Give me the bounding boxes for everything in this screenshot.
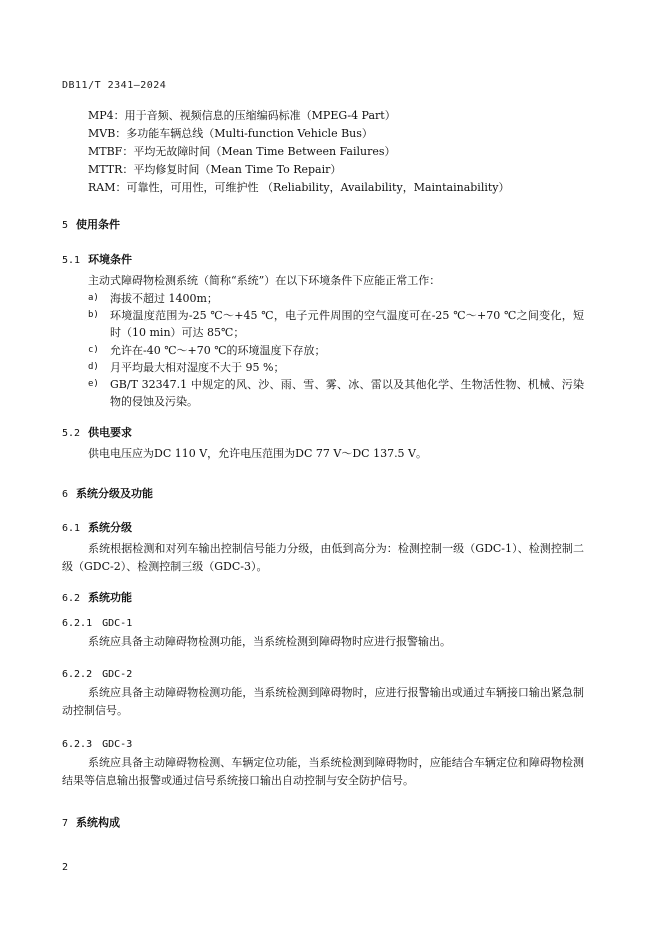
document-id: DB11/T 2341—2024: [62, 80, 167, 91]
environment-intro: 主动式障碍物检测系统（简称“系统”）在以下环境条件下应能正常工作：: [88, 274, 441, 287]
list-text: GB/T 32347.1 中规定的风、沙、雨、雪、雾、冰、雷以及其他化学、生物活性物、机械、污染物的侵蚀及污染。: [110, 378, 584, 408]
section-title: 使用条件: [76, 218, 121, 231]
section-title: 系统分级: [88, 521, 133, 534]
list-item: [88, 359, 584, 376]
list-item: [88, 290, 584, 307]
gdc-3-text: 系统应具备主动障碍物检测、车辆定位功能，当系统检测到障碍物时，应能结合车辆定位和障碍物检测结果等信息输出报警或通过信号系统接口输出自动控制与安全防护信号。: [62, 756, 584, 787]
section-title: GDC-3: [102, 739, 133, 750]
section-title: 系统分级及功能: [76, 487, 154, 500]
power-supply-text: 供电电压应为DC 110 V，允许电压范围为DC 77 V～DC 137.5 V。: [88, 447, 428, 460]
section-title: GDC-2: [102, 669, 133, 680]
section-number: 5.1: [62, 255, 81, 266]
section-6-2-2-heading: [62, 662, 132, 681]
list-item: [88, 307, 584, 341]
list-text: 允许在-40 ℃～+70 ℃的环境温度下存放；: [110, 344, 326, 357]
gdc-1-text: 系统应具备主动障碍物检测功能，当系统检测到障碍物时应进行报警输出。: [88, 635, 451, 648]
list-marker: c): [88, 345, 99, 355]
section-6-1-heading: [62, 516, 132, 535]
section-6-2-heading: [62, 586, 132, 605]
header-divider: [62, 98, 600, 99]
list-text: 海拔不超过 1400m；: [110, 292, 218, 305]
classification-text: 系统根据检测和对列车输出控制信号能力分级，由低到高分为：检测控制一级（GDC-1）、检测控制二级（GDC-2）、检测控制三级（GDC-3）。: [62, 542, 584, 573]
abbreviation-ram: RAM：可靠性，可用性，可维护性 （Reliability，Availability，Maintainability）: [88, 181, 510, 194]
section-number: 5: [62, 220, 69, 231]
abbreviation-mttr: MTTR：平均修复时间（Mean Time To Repair）: [88, 163, 342, 176]
section-number: 6.2: [62, 593, 81, 604]
section-title: 系统功能: [88, 591, 133, 604]
section-number: 6.2.1: [62, 618, 93, 629]
abbreviation-mp4: MP4：用于音频、视频信息的压缩编码标准（MPEG-4 Part）: [88, 109, 396, 122]
section-number: 7: [62, 818, 69, 829]
section-title: 系统构成: [76, 816, 121, 829]
list-text: 环境温度范围为-25 ℃～+45 ℃，电子元件周围的空气温度可在-25 ℃～+70 ℃之间变化，短时（10 min）可达 85℃；: [110, 309, 584, 339]
section-number: 6: [62, 489, 69, 500]
abbreviation-mtbf: MTBF：平均无故障时间（Mean Time Between Failures）: [88, 145, 396, 158]
list-item: [88, 342, 584, 359]
section-6-2-1-heading: [62, 611, 132, 630]
section-6-heading: [62, 482, 153, 501]
list-marker: a): [88, 293, 99, 303]
section-number: 6.2.3: [62, 739, 93, 750]
section-7-heading: [62, 811, 120, 830]
section-5-heading: [62, 213, 120, 232]
list-marker: d): [88, 362, 99, 372]
section-5-1-heading: [62, 248, 132, 267]
section-number: 6.1: [62, 523, 81, 534]
list-item: [88, 376, 584, 410]
section-number: 5.2: [62, 428, 81, 439]
section-number: 6.2.2: [62, 669, 93, 680]
page-number: 2: [62, 862, 69, 873]
section-title: GDC-1: [102, 618, 133, 629]
section-6-2-3-heading: [62, 732, 132, 751]
section-title: 供电要求: [88, 426, 133, 439]
gdc-2-text: 系统应具备主动障碍物检测功能，当系统检测到障碍物时，应进行报警输出或通过车辆接口输出紧急制动控制信号。: [62, 686, 584, 717]
abbreviation-mvb: MVB：多功能车辆总线（Multi-function Vehicle Bus）: [88, 127, 373, 140]
list-marker: b): [88, 310, 99, 320]
list-text: 月平均最大相对湿度不大于 95 %；: [110, 361, 285, 374]
section-5-2-heading: [62, 421, 132, 440]
section-title: 环境条件: [88, 253, 133, 266]
list-marker: e): [88, 379, 99, 389]
